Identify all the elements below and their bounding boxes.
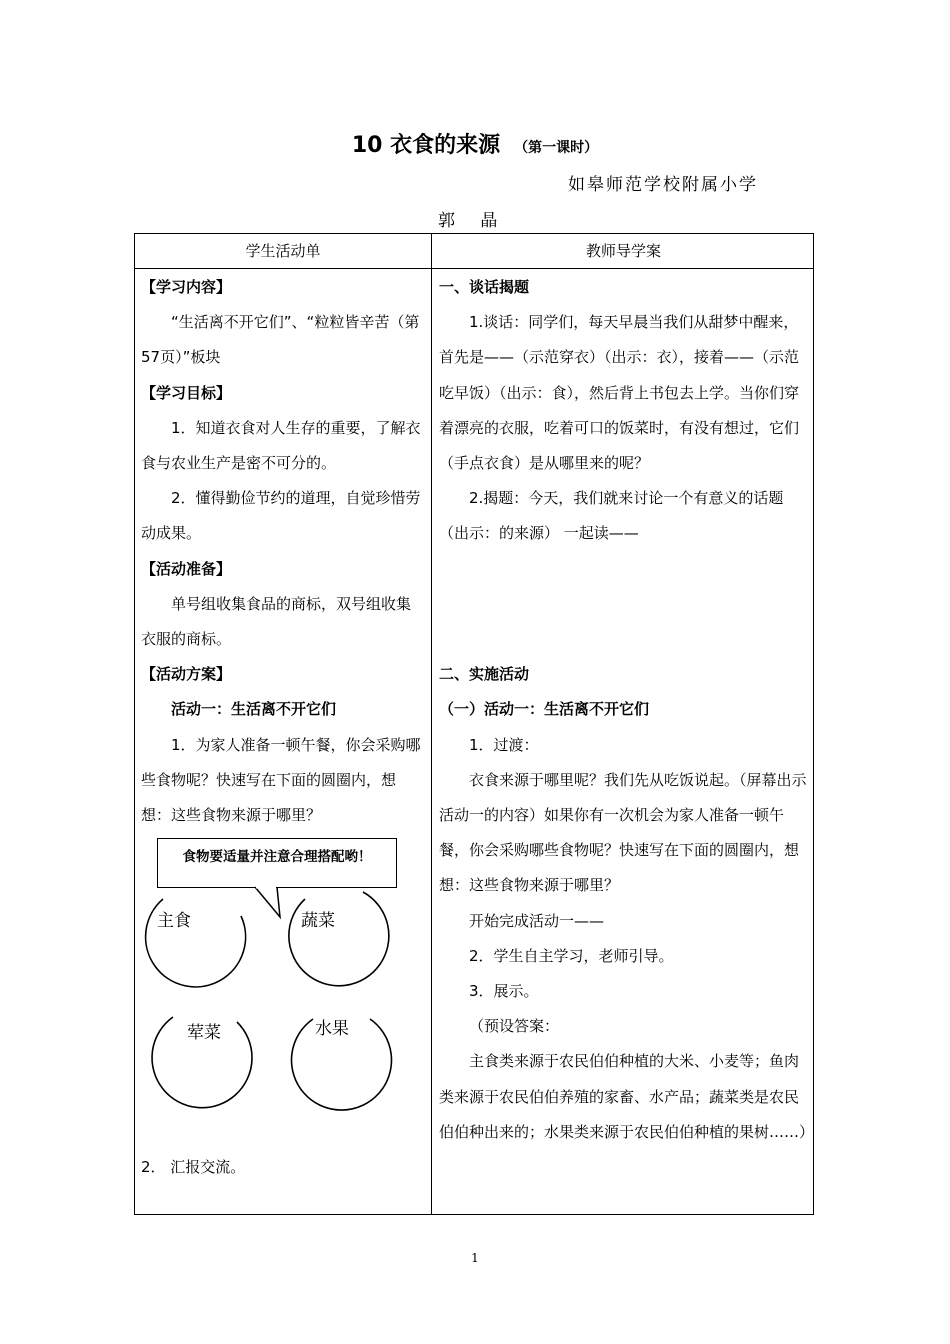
right-column-header: 教师导学案 — [585, 242, 661, 260]
page-number: 1 — [471, 1251, 479, 1265]
page-title — [0, 128, 950, 159]
circle-label-meat: 荤菜 — [187, 1023, 221, 1043]
answer-circles — [135, 874, 431, 1124]
activity-one-heading: （一）活动一：生活离不开它们 — [439, 700, 650, 719]
circle-label-vegetables: 蔬菜 — [301, 911, 335, 931]
heading-learning-content: 【学习内容】 — [141, 278, 232, 296]
start-activity: 开始完成活动一—— — [469, 911, 605, 930]
activity-one-title: 活动一：生活离不开它们 — [171, 700, 337, 719]
teacher-guide-column — [439, 270, 815, 1150]
circle-meat — [152, 1017, 252, 1108]
title-sub: （第一课时） — [514, 140, 599, 156]
section-1-heading: 一、谈话揭题 — [439, 278, 530, 296]
circle-fruit — [292, 1019, 392, 1110]
heading-activity-plan: 【活动方案】 — [141, 665, 232, 684]
school-name: 如皋师范学校附属小学 — [568, 175, 758, 195]
circle-vegetables — [289, 892, 389, 986]
preset-answer-label: （预设答案： — [469, 1017, 560, 1036]
circle-label-fruit: 水果 — [315, 1019, 349, 1039]
spacer — [439, 587, 809, 622]
title-main: 10 衣食的来源 — [351, 133, 501, 158]
transition-text: 衣食来源于哪里呢？我们先从吃饭说起。（屏幕出示活动一的内容）如果你有一次机会为家人准备一顿午餐，你会采购哪些食物呢？快速写在下面的圆圈内，想想：这些食物来源于哪里？ — [439, 770, 807, 895]
activity-step-2: 2． 汇报交流。 — [141, 1158, 246, 1176]
bubble-tail-cover — [135, 234, 435, 934]
tip-speech-bubble: 食物要适量并注意合理搭配哟！ — [157, 838, 397, 888]
goal-2: 2．懂得勤俭节约的道理，自觉珍惜劳动成果。 — [141, 489, 421, 543]
learning-content-text: “生活离不开它们”、“粒粒皆辛苦（第57页）”板块 — [141, 313, 420, 367]
activity-step-1: 1．为家人准备一顿午餐，你会采购哪些食物呢？快速写在下面的圆圈内，想想：这些食物来源于哪里？ — [141, 735, 421, 825]
circle-staple — [146, 899, 246, 987]
talk-paragraph: 1.谈话：同学们，每天早晨当我们从甜梦中醒来，首先是——（示范穿衣）（出示：衣），接着——（示范吃早饭）（出示：食），然后背上书包去上学。当你们穿着漂亮的衣服，吃着可口的饭菜时，有没有想过，它们（手点衣食）是从哪里来的呢？ — [439, 313, 800, 473]
section-2-heading: 二、实施活动 — [439, 665, 530, 684]
circle-label-staple: 主食 — [157, 911, 191, 931]
lesson-table — [134, 233, 814, 1215]
heading-preparation: 【活动准备】 — [141, 559, 232, 578]
author-name: 郭 晶 — [438, 211, 508, 231]
reveal-topic-paragraph: 2.揭题：今天，我们就来讨论一个有意义的话题（出示：的来源） 一起读—— — [439, 489, 784, 543]
goal-1: 1．知道衣食对人生存的重要，了解衣食与农业生产是密不可分的。 — [141, 418, 421, 473]
spacer — [439, 622, 809, 657]
transition-label: 1．过渡： — [469, 735, 539, 754]
left-column-header: 学生活动单 — [245, 242, 321, 260]
spacer — [439, 552, 809, 587]
heading-learning-goals: 【学习目标】 — [141, 383, 232, 402]
preparation-text: 单号组收集食品的商标，双号组收集衣服的商标。 — [141, 594, 412, 649]
display-step: 3．展示。 — [469, 982, 539, 1001]
self-study-step: 2．学生自主学习，老师引导。 — [469, 946, 674, 965]
preset-answer-text: 主食类来源于农民伯伯种植的大米、小麦等；鱼肉类来源于农民伯伯养殖的家畜、水产品；蔬菜类是农民伯伯种出来的；水果类来源于农民伯伯种植的果树……） — [439, 1052, 815, 1141]
